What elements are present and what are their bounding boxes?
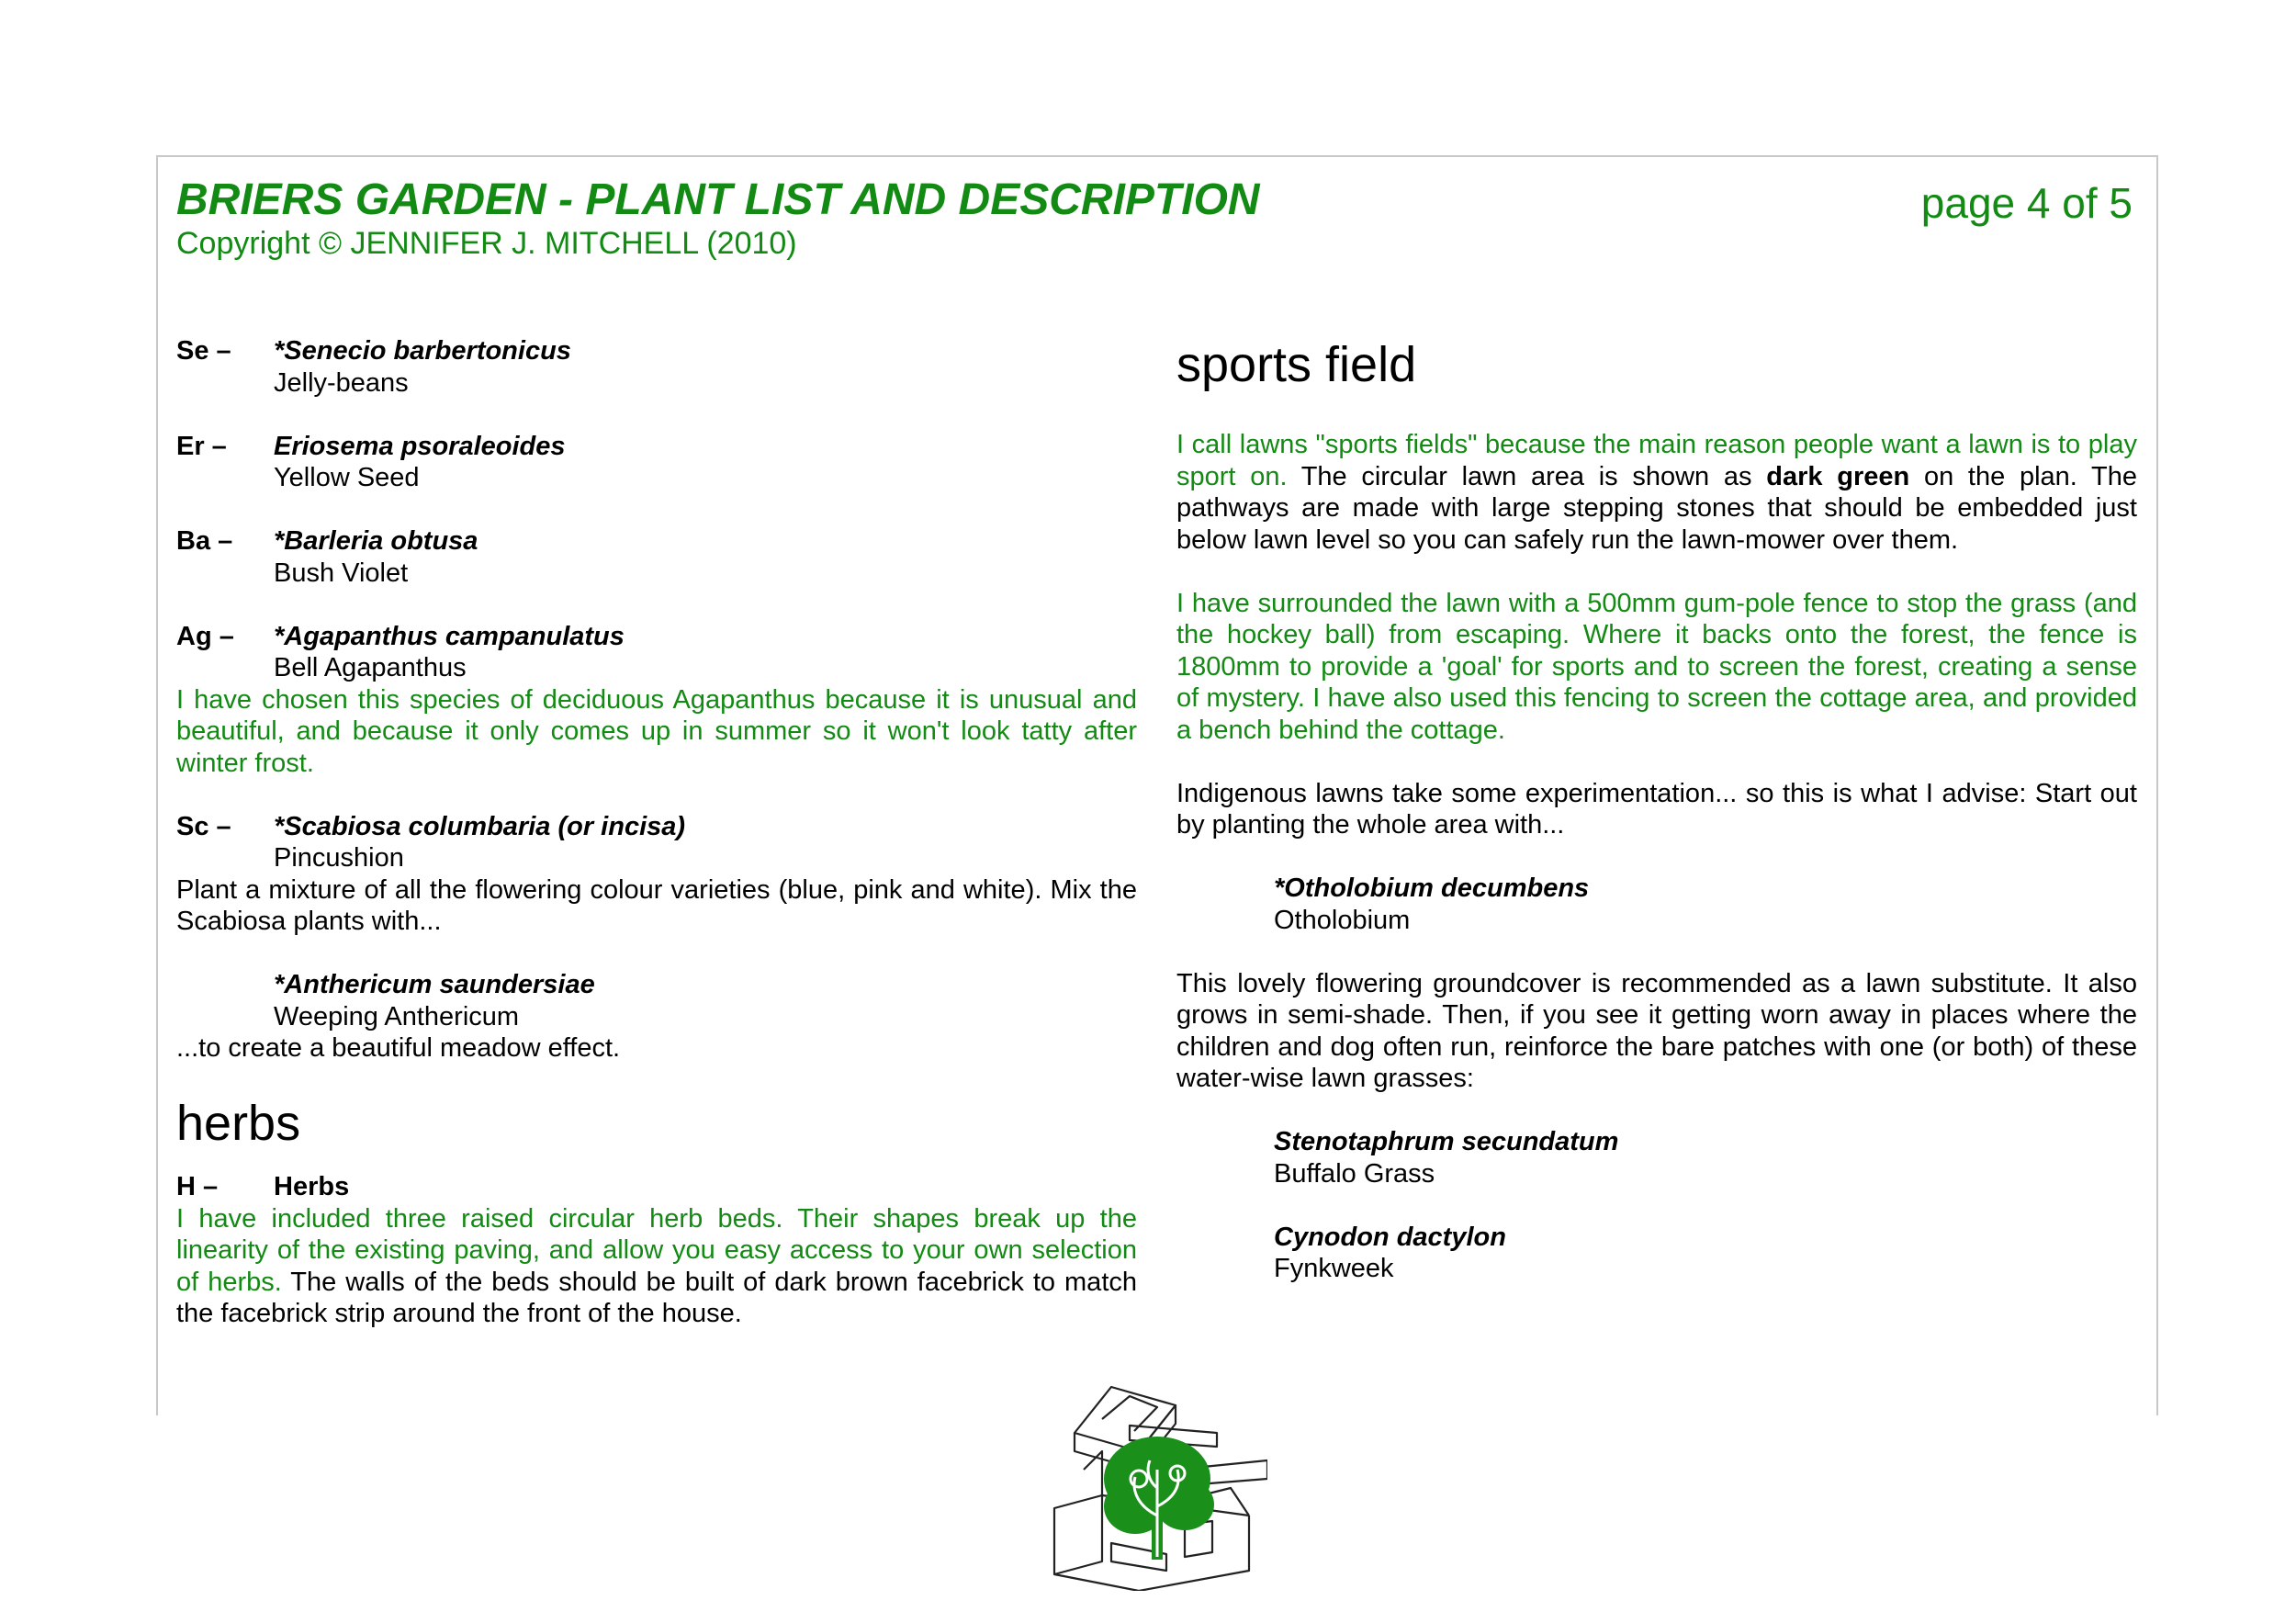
plant-entry-anthericum [176,969,1137,1065]
plant-code: Ag – [176,621,234,651]
page-number: page 4 of 5 [1920,179,2133,227]
plant-common-name: Pincushion [274,843,404,873]
plant-note: I have chosen this species of deciduous Agapanthus because it is unusual and beautiful, and because it only comes up in summer so it won't look tatty after winter frost. [176,684,1137,778]
plant-entry-eriosema [176,431,1137,494]
plant-scientific-name: *Anthericum saundersiae [274,970,595,999]
plant-code: Sc – [176,811,231,841]
plant-common-name: Buffalo Grass [1274,1158,1435,1189]
plant-name: Herbs [274,1172,350,1201]
plant-common-name: Fynkweek [1274,1254,1394,1283]
plant-entry-senecio [176,335,1137,399]
plant-entry-scabiosa [176,811,1137,938]
right-column [1176,335,2137,1316]
plant-scientific-name: *Senecio barbertonicus [274,336,571,366]
herbs-description-green: I have included three raised circular herb beds. Their shapes break up the linearity of the existing paving, and allow you easy access to your own selection of herbs. [176,1203,1137,1297]
plant-entry-agapanthus [176,621,1137,780]
document-title: BRIERS GARDEN - PLANT LIST AND DESCRIPTION [176,175,1260,224]
left-column [176,335,1137,1361]
plant-note: Plant a mixture of all the flowering colour varieties (blue, pink and white). Mix the Scabiosa plants with... [176,874,1137,936]
sports-paragraph-4: This lovely flowering groundcover is recommended as a lawn substitute. It also grows in semi-shade. Then, if you see it getting worn away in places where the children and dog often run, reinforce the bare patches with one (or both) of these water-wise lawn grasses: [1176,968,2137,1093]
sports-paragraph-1-text: The circular lawn area is shown as [1287,461,1767,491]
sports-paragraph-2: I have surrounded the lawn with a 500mm gum-pole fence to stop the grass (and the hockey ball) from escaping. Where it backs onto the forest, the fence is 1800mm to provide a 'goal' for sports and to screen the forest, creating a sense of mystery. I have also used this fencing to screen the cottage area, and provided a bench behind the cottage. [1176,588,2137,745]
plant-scientific-name: *Otholobium decumbens [1274,873,1590,903]
plant-code: Se – [176,336,231,366]
plant-scientific-name: *Scabiosa columbaria (or incisa) [274,811,686,841]
plant-code: Ba – [176,526,233,556]
plant-common-name: Bush Violet [274,558,409,588]
plant-entry-herbs [176,1171,1137,1330]
plant-common-name: Jelly-beans [274,367,409,398]
plant-common-name: Otholobium [1274,905,1411,935]
plant-scientific-name: *Agapanthus campanulatus [274,621,625,651]
sports-paragraph-1-text-end: on the plan. The pathways are made with large stepping stones that should be embedded just below lawn level so you can safely run the lawn-mower over them. [1176,461,2137,555]
copyright-notice: Copyright © JENNIFER J. MITCHELL (2010) [176,226,797,261]
herbs-description-black: The walls of the beds should be built of dark brown facebrick to match the facebrick strip around the front of the house. [176,1267,1138,1328]
plant-common-name: Yellow Seed [274,463,420,492]
herbs-description [176,1203,1137,1330]
section-heading-herbs: herbs [176,1096,301,1151]
plant-scientific-name: *Barleria obtusa [274,526,478,556]
sports-paragraph-1-green: I call lawns "sports fields" because the main reason people want a lawn is to play sport on. [1176,430,2137,491]
plant-note: ...to create a beautiful meadow effect. [176,1033,621,1063]
sports-paragraph-1 [1176,429,2137,556]
plant-entry-barleria [176,525,1137,589]
plant-scientific-name: Eriosema psoraleoides [274,431,566,461]
garden-tree-logo-icon [1047,1378,1267,1591]
plant-common-name: Bell Agapanthus [274,653,467,682]
plant-common-name: Weeping Anthericum [274,1001,520,1031]
plant-scientific-name: Cynodon dactylon [1274,1222,1506,1252]
sports-paragraph-3: Indigenous lawns take some experimentation... so this is what I advise: Start out by planting the whole area with... [1176,778,2137,840]
section-heading-sports-field: sports field [1176,337,1417,392]
plant-scientific-name: Stenotaphrum secundatum [1274,1127,1619,1156]
plant-entry-otholobium [1176,873,2137,936]
plant-code: H – [176,1172,219,1201]
plant-entry-stenotaphrum [1176,1126,2137,1189]
plant-code: Er – [176,431,227,461]
plant-entry-cynodon [1176,1222,2137,1285]
dark-green-emphasis: dark green [1766,461,1910,491]
